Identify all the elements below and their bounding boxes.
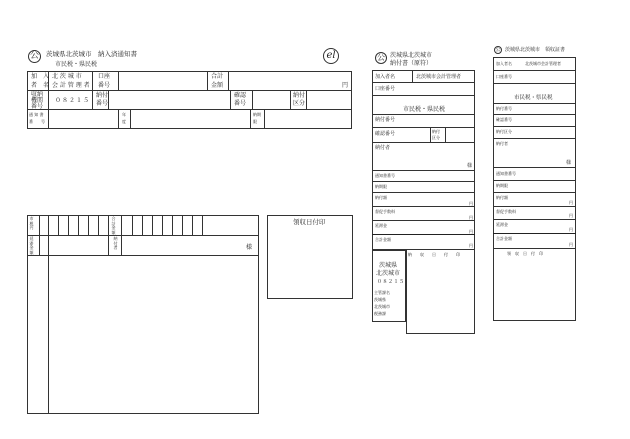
middle-payer-label: 加入者名 bbox=[375, 74, 396, 80]
middle-receipt-form bbox=[372, 70, 475, 250]
middle-amount: 納付額 bbox=[375, 195, 387, 200]
middle-fee: 督促手数料 bbox=[375, 209, 395, 214]
total-amount-label: 合計 金額 bbox=[111, 216, 116, 235]
deadline-label-2: 限 bbox=[253, 119, 257, 124]
right-deadline: 納期限 bbox=[496, 183, 508, 188]
category-label-2: 区分 bbox=[293, 100, 306, 107]
middle-payer-name: 北茨城市会計管理者 bbox=[416, 74, 462, 80]
payment-number-label: 納付 bbox=[96, 92, 109, 99]
notice-number-field[interactable] bbox=[49, 110, 117, 128]
confirm-number-label-2: 番号 bbox=[234, 100, 247, 107]
middle-tax-type: 市民税・県民税 bbox=[403, 106, 446, 113]
right-fee: 督促手数料 bbox=[496, 209, 516, 214]
middle-payment-number: 納付番号 bbox=[375, 117, 396, 123]
right-emblem-icon: 公 bbox=[495, 47, 501, 53]
account-label: 口座 bbox=[98, 73, 111, 80]
account-number-field[interactable] bbox=[119, 72, 206, 89]
total-label-2: 金額 bbox=[211, 82, 224, 89]
city-emblem-icon: 公 bbox=[29, 51, 39, 61]
payer-label-2: 者 名 bbox=[31, 82, 50, 89]
middle-sama: 様 bbox=[467, 163, 473, 169]
middle-deadline: 納期限 bbox=[375, 184, 387, 189]
agency-label: 収納 bbox=[31, 91, 44, 98]
payer-label-bottom: 納付 者 bbox=[113, 236, 118, 250]
middle-payer: 納付者 bbox=[375, 145, 391, 151]
middle-city-b: 北茨城市 bbox=[376, 270, 401, 277]
notice-title: 茨城県北茨城市 納入済通知書 bbox=[46, 50, 137, 58]
middle-title: 茨城県北茨城市 bbox=[390, 52, 433, 59]
tax-label: 市税 円 bbox=[29, 216, 34, 230]
bottom-notice-form bbox=[27, 215, 259, 414]
right-payer-label: 加入者名 bbox=[496, 61, 512, 66]
middle-notice-number: 通知書番号 bbox=[375, 173, 395, 178]
account-label-2: 番号 bbox=[98, 82, 111, 89]
middle-amount-yen: 円 bbox=[469, 201, 473, 206]
payer-name-2: 会 計 管 理 者 bbox=[52, 82, 90, 89]
right-total: 合計金額 bbox=[496, 236, 512, 241]
middle-dept-d: 税務課 bbox=[374, 311, 386, 316]
deadline-label: 納期 bbox=[253, 112, 261, 117]
middle-late-yen: 円 bbox=[469, 229, 473, 234]
year-label: 年 bbox=[122, 112, 126, 117]
total-amount-field[interactable] bbox=[229, 72, 344, 89]
middle-fee-yen: 円 bbox=[469, 215, 473, 220]
late-fee-label: 延滞 金額 bbox=[29, 236, 34, 255]
right-payer-name: 北茨城市会計管理者 bbox=[525, 61, 561, 66]
notice-number-label-2: 番 号 bbox=[29, 119, 45, 124]
agency-label-3: 番号 bbox=[31, 103, 44, 110]
receipt-stamp-box bbox=[267, 215, 353, 299]
confirm-number-field[interactable] bbox=[253, 91, 289, 108]
right-amount: 納付額 bbox=[496, 195, 508, 200]
right-late: 延滞金 bbox=[496, 222, 508, 227]
total-yen: 円 bbox=[342, 82, 349, 89]
right-sama: 様 bbox=[566, 160, 572, 166]
confirm-number-label: 確認 bbox=[234, 92, 247, 99]
agency-label-2: 機関 bbox=[31, 97, 44, 104]
right-payment-number: 納付番号 bbox=[496, 106, 512, 111]
middle-account-label: 口座番号 bbox=[375, 86, 396, 92]
payer-sama: 様 bbox=[246, 244, 253, 251]
payer-name: 北 茨 城 市 bbox=[52, 73, 82, 80]
right-title: 茨城県北茨城市 領収証書 bbox=[505, 47, 566, 53]
right-stamp-label: 領 収 日 付 印 bbox=[507, 251, 543, 256]
middle-dept-c: 北茨城市 bbox=[374, 304, 390, 309]
payment-number-field[interactable] bbox=[109, 91, 229, 108]
receipt-stamp-title: 領収日付印 bbox=[293, 218, 326, 226]
middle-dept-b: 茨城県 bbox=[374, 297, 386, 302]
right-confirm-number: 確認番号 bbox=[496, 117, 512, 122]
middle-emblem-icon: 公 bbox=[377, 53, 385, 62]
right-tax-type: 市民税・県民税 bbox=[514, 95, 553, 101]
middle-city-code: ０８２１５ bbox=[377, 279, 405, 285]
right-late-yen: 円 bbox=[569, 227, 573, 232]
right-category: 納付区分 bbox=[496, 129, 512, 134]
right-notice-number: 通知書番号 bbox=[496, 171, 516, 176]
year-label-2: 度 bbox=[122, 119, 126, 124]
right-account-label: 口座番号 bbox=[496, 74, 512, 79]
middle-category-b: 区分 bbox=[432, 135, 440, 140]
middle-confirm-number: 確認番号 bbox=[375, 131, 396, 137]
middle-total: 合計金額 bbox=[375, 237, 391, 242]
middle-subtitle: 納付書（原符） bbox=[390, 60, 433, 67]
middle-dept-a: 主管課名 bbox=[374, 290, 390, 295]
middle-late: 延滞金 bbox=[375, 223, 387, 228]
el-logo-icon: el bbox=[323, 48, 339, 64]
payment-number-label-2: 番号 bbox=[96, 100, 109, 107]
notice-subtitle: 市民税・県民税 bbox=[55, 61, 98, 68]
total-label: 合計 bbox=[211, 73, 224, 80]
right-payer: 納付者 bbox=[496, 141, 508, 146]
middle-total-yen: 円 bbox=[469, 243, 473, 248]
right-total-yen: 円 bbox=[569, 242, 573, 247]
payer-label: 加 入 bbox=[31, 73, 50, 80]
middle-stamp-area bbox=[406, 250, 475, 334]
middle-city-a: 茨城県 bbox=[379, 262, 398, 269]
agency-number: ０８２１５ bbox=[55, 97, 91, 104]
right-amount-yen: 円 bbox=[569, 200, 573, 205]
notice-number-label: 通 知 書 bbox=[29, 112, 44, 117]
category-label: 納付 bbox=[293, 92, 306, 99]
right-fee-yen: 円 bbox=[569, 213, 573, 218]
middle-stamp-label: 納 収 日 付 印 bbox=[408, 252, 460, 257]
middle-category: 納付 bbox=[432, 129, 440, 134]
